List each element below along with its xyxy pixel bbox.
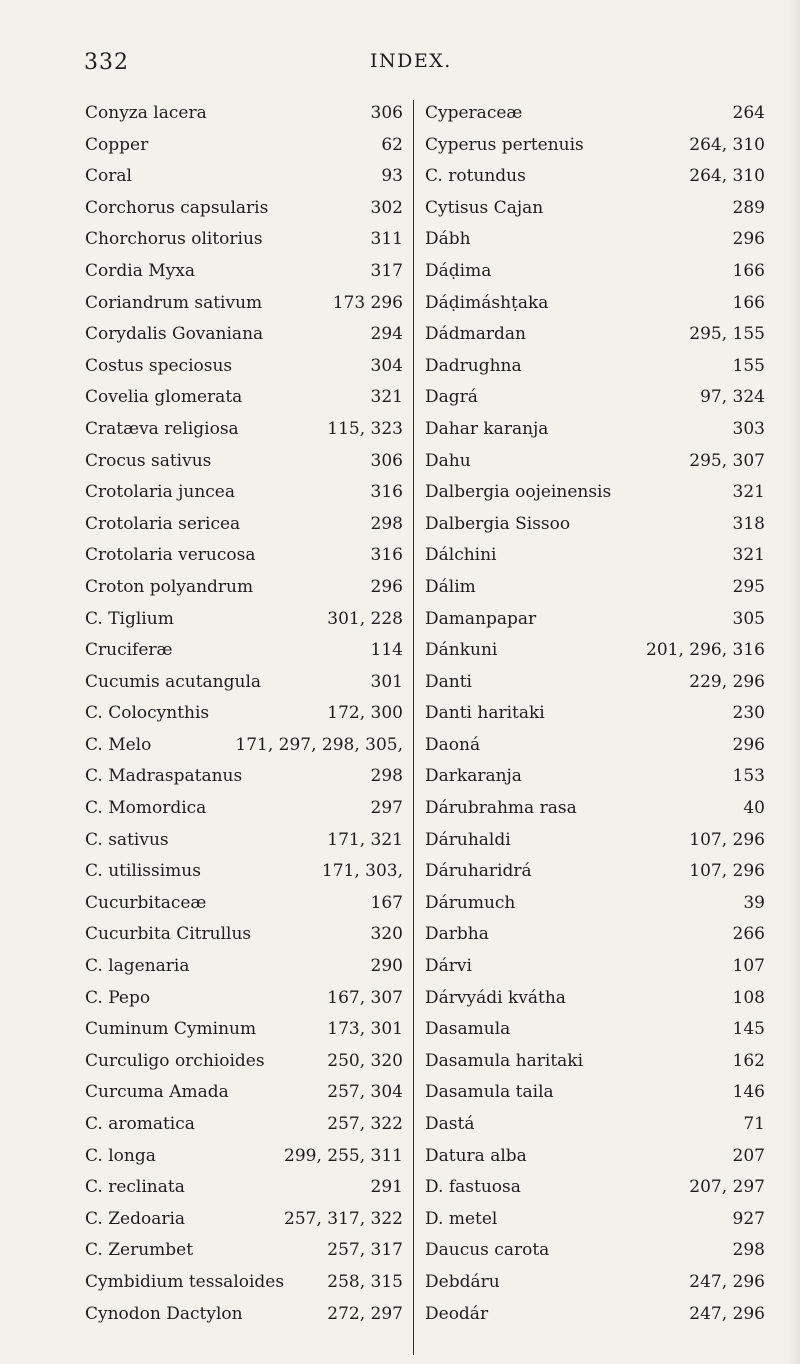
index-term: Cruciferæ <box>85 640 173 661</box>
index-term: Cucurbita Citrullus <box>85 924 252 945</box>
page-references: 107 <box>732 956 765 977</box>
index-entry <box>85 667 403 699</box>
page-references: 301, 228 <box>327 608 403 629</box>
index-term: Dáruhaldi <box>425 829 511 850</box>
running-head: INDEX. <box>370 50 452 72</box>
index-term: C. Madraspatanus <box>85 766 243 787</box>
index-term: Dárvyádi kvátha <box>425 987 566 1008</box>
page-references: 257, 322 <box>327 1114 403 1134</box>
page-references: 39 <box>743 892 765 913</box>
page-references: 258, 315 <box>327 1271 403 1292</box>
index-term: C. Momordica <box>85 798 207 819</box>
index-entry <box>425 1109 765 1141</box>
page-references: 927 <box>732 1208 765 1229</box>
index-term: Curculigo orchioides <box>85 1050 265 1071</box>
index-entry <box>85 414 403 446</box>
index-term: Daucus carota <box>425 1240 550 1261</box>
index-entry <box>85 1204 403 1236</box>
page-references: 295, 155 <box>689 324 765 345</box>
index-term: Dálim <box>425 576 476 597</box>
index-term: Dáḍimáshṭaka <box>425 292 549 313</box>
page-references: 298 <box>370 513 403 534</box>
index-entry <box>85 256 403 288</box>
index-term: Dastá <box>425 1114 475 1134</box>
page-references: 264, 310 <box>689 166 765 187</box>
page-references: 172, 300 <box>327 703 403 724</box>
index-term: Cucurbitaceæ <box>85 892 207 913</box>
index-entry <box>425 793 765 825</box>
index-entry <box>85 730 403 762</box>
index-term: Dalbergia oojeinensis <box>425 482 612 503</box>
index-entry <box>425 856 765 888</box>
index-entry <box>425 951 765 983</box>
index-entry <box>85 1014 403 1046</box>
index-term: Cymbidium tessaloides <box>85 1271 285 1292</box>
index-term: Cordia Myxa <box>85 260 195 281</box>
index-entry <box>425 667 765 699</box>
index-entry <box>85 983 403 1015</box>
index-entry <box>425 351 765 383</box>
page-references: 304 <box>370 355 403 376</box>
index-entry <box>425 761 765 793</box>
index-entry <box>85 161 403 193</box>
index-entry <box>85 477 403 509</box>
page-references: 318 <box>732 513 765 534</box>
index-entry <box>85 351 403 383</box>
page-references: 296 <box>732 229 765 250</box>
index-term: Dahar karanja <box>425 418 549 439</box>
index-term: Dasamula haritaki <box>425 1050 584 1071</box>
page-references: 162 <box>732 1050 765 1071</box>
index-entry <box>85 1235 403 1267</box>
index-term: Cratæva religiosa <box>85 418 239 439</box>
page-references: 291 <box>370 1177 403 1198</box>
index-term: Cytisus Cajan <box>425 197 544 218</box>
index-term: Darbha <box>425 924 489 945</box>
page-references: 295 <box>732 576 765 597</box>
index-term: Conyza lacera <box>85 103 207 123</box>
page-references: 298 <box>370 766 403 787</box>
page-references: 93 <box>381 166 403 187</box>
page-references: 167 <box>370 892 403 913</box>
index-term: C. Melo <box>85 734 152 755</box>
page-references: 296 <box>732 734 765 755</box>
index-entry <box>425 1204 765 1236</box>
index-term: Dadrughna <box>425 355 522 376</box>
index-entry <box>85 761 403 793</box>
page-references: 207 <box>732 1145 765 1166</box>
page-references: 290 <box>370 956 403 977</box>
index-term: Crotolaria juncea <box>85 482 235 503</box>
index-entry <box>85 288 403 320</box>
index-term: Daoná <box>425 734 481 755</box>
page-references: 302 <box>370 197 403 218</box>
index-term: C. Zedoaria <box>85 1208 186 1229</box>
page-references: 250, 320 <box>327 1050 403 1071</box>
index-term: Dánkuni <box>425 640 498 661</box>
page-references: 114 <box>370 640 403 661</box>
page-references: 107, 296 <box>689 829 765 850</box>
page-references: 305 <box>732 608 765 629</box>
index-entry <box>425 540 765 572</box>
page-references: 266 <box>732 924 765 945</box>
index-term: Dárumuch <box>425 892 516 913</box>
index-term: Dáruharidrá <box>425 861 532 882</box>
index-entry <box>425 825 765 857</box>
page-references: 299, 255, 311 <box>284 1145 403 1166</box>
index-entry <box>425 919 765 951</box>
index-term: C. Pepo <box>85 987 151 1008</box>
page-references: 173, 301 <box>327 1019 403 1040</box>
page-references: 247, 296 <box>689 1271 765 1292</box>
page-references: 171, 321 <box>327 829 403 850</box>
index-term: Crocus sativus <box>85 450 212 471</box>
index-term: D. fastuosa <box>425 1177 521 1198</box>
index-entry <box>85 1299 403 1331</box>
page-references: 62 <box>381 134 403 155</box>
index-term: Danti haritaki <box>425 703 545 724</box>
index-term: Dahu <box>425 450 471 471</box>
index-entry <box>425 1235 765 1267</box>
index-term: Crotolaria sericea <box>85 513 241 534</box>
page-references: 167, 307 <box>327 987 403 1008</box>
index-term: Costus speciosus <box>85 355 233 376</box>
index-entry <box>85 1077 403 1109</box>
index-term: Cynodon Dactylon <box>85 1303 243 1324</box>
index-term: C. sativus <box>85 829 169 850</box>
index-entry <box>85 1267 403 1299</box>
index-term: Dalbergia Sissoo <box>425 513 571 534</box>
page-references: 166 <box>732 260 765 281</box>
page-references: 257, 317, 322 <box>284 1208 403 1229</box>
index-term: Cyperaceæ <box>425 103 523 123</box>
index-term: C. utilissimus <box>85 861 201 882</box>
index-term: Dagrá <box>425 387 478 408</box>
index-term: Cucumis acutangula <box>85 671 262 692</box>
page-references: 71 <box>743 1114 765 1134</box>
index-term: Curcuma Amada <box>85 1082 229 1103</box>
page-references: 298 <box>732 1240 765 1261</box>
page-references: 297 <box>370 798 403 819</box>
index-entry <box>425 698 765 730</box>
index-term: Datura alba <box>425 1145 527 1166</box>
index-term: Dádmardan <box>425 324 526 345</box>
page-references: 321 <box>732 482 765 503</box>
index-term: Deodár <box>425 1303 489 1324</box>
page-references: 301 <box>370 671 403 692</box>
index-term: Coral <box>85 166 132 187</box>
page-references: 311 <box>370 229 403 250</box>
page-references: 316 <box>370 545 403 566</box>
index-entry <box>85 446 403 478</box>
index-entry <box>85 572 403 604</box>
page-references: 229, 296 <box>689 671 765 692</box>
index-entry <box>425 288 765 320</box>
page-references: 289 <box>732 197 765 218</box>
index-entry <box>425 888 765 920</box>
index-entry <box>425 319 765 351</box>
index-entry <box>425 1046 765 1078</box>
page-references: 316 <box>370 482 403 503</box>
index-entry <box>85 1172 403 1204</box>
page-references: 146 <box>732 1082 765 1103</box>
index-entry <box>425 604 765 636</box>
index-term: Chorchorus olitorius <box>85 229 263 250</box>
index-entry <box>425 730 765 762</box>
index-entry <box>425 635 765 667</box>
index-entry <box>85 604 403 636</box>
index-term: Dálchini <box>425 545 497 566</box>
index-entry <box>425 572 765 604</box>
index-term: Covelia glomerata <box>85 387 243 408</box>
index-entry <box>85 951 403 983</box>
page-references: 294 <box>370 324 403 345</box>
index-entry <box>425 256 765 288</box>
page-references: 321 <box>732 545 765 566</box>
index-entry <box>425 382 765 414</box>
index-term: Corydalis Govaniana <box>85 324 264 345</box>
index-entry <box>85 1141 403 1173</box>
index-term: C. Tiglium <box>85 608 174 629</box>
index-entry <box>425 1299 765 1331</box>
index-entry <box>85 825 403 857</box>
page-references: 257, 304 <box>327 1082 403 1103</box>
index-term: C. reclinata <box>85 1177 185 1198</box>
page-references: 321 <box>370 387 403 408</box>
index-entry <box>425 1014 765 1046</box>
index-entry <box>85 856 403 888</box>
index-entry <box>425 509 765 541</box>
index-entry <box>85 635 403 667</box>
page-references: 171, 303, <box>321 861 403 882</box>
index-term: C. longa <box>85 1145 156 1166</box>
page-references: 171, 297, 298, 305, <box>235 734 403 755</box>
index-term: Corchorus capsularis <box>85 197 269 218</box>
index-term: Damanpapar <box>425 608 537 629</box>
column-divider <box>413 100 414 1355</box>
index-entry <box>85 698 403 730</box>
index-term: Coriandrum sativum <box>85 292 263 313</box>
index-term: Dárvi <box>425 956 472 977</box>
page-references: 173 296 <box>332 292 403 313</box>
index-entry <box>85 319 403 351</box>
index-entry <box>425 1141 765 1173</box>
index-entry <box>425 1077 765 1109</box>
index-term: C. rotundus <box>425 166 526 187</box>
index-term: Danti <box>425 671 472 692</box>
page-references: 306 <box>370 103 403 123</box>
index-term: C. lagenaria <box>85 956 190 977</box>
index-entry <box>425 446 765 478</box>
index-term: Crotolaria verucosa <box>85 545 256 566</box>
page-references: 230 <box>732 703 765 724</box>
index-entry <box>425 193 765 225</box>
index-entry <box>85 509 403 541</box>
index-term: Darkaranja <box>425 766 522 787</box>
index-entry <box>85 793 403 825</box>
index-entry <box>425 130 765 162</box>
page-references: 317 <box>370 260 403 281</box>
index-entry <box>425 224 765 256</box>
page-references: 257, 317 <box>327 1240 403 1261</box>
page-references: 247, 296 <box>689 1303 765 1324</box>
index-entry <box>85 888 403 920</box>
index-term: Copper <box>85 134 149 155</box>
page-number: 332 <box>84 50 129 75</box>
page-header <box>0 50 800 86</box>
page-references: 145 <box>732 1019 765 1040</box>
page-references: 207, 297 <box>689 1177 765 1198</box>
page-references: 264, 310 <box>689 134 765 155</box>
page-references: 272, 297 <box>327 1303 403 1324</box>
index-term: C. Zerumbet <box>85 1240 194 1261</box>
page-references: 296 <box>370 576 403 597</box>
index-term: D. metel <box>425 1208 498 1229</box>
page-references: 320 <box>370 924 403 945</box>
index-entry <box>85 919 403 951</box>
index-term: Dasamula taila <box>425 1082 554 1103</box>
index-term: Cuminum Cyminum <box>85 1019 257 1040</box>
index-entry <box>85 224 403 256</box>
index-entry <box>425 98 765 130</box>
page-references: 264 <box>732 103 765 123</box>
index-term: C. Colocynthis <box>85 703 210 724</box>
index-entry <box>425 161 765 193</box>
index-entry <box>85 98 403 130</box>
page-edge-shadow <box>788 0 800 1364</box>
index-entry <box>425 414 765 446</box>
page-references: 295, 307 <box>689 450 765 471</box>
index-term: Cyperus pertenuis <box>425 134 584 155</box>
page-references: 303 <box>732 418 765 439</box>
index-entry <box>85 1046 403 1078</box>
page-references: 201, 296, 316 <box>646 640 765 661</box>
page-references: 155 <box>732 355 765 376</box>
page-references: 40 <box>743 798 765 819</box>
page-references: 107, 296 <box>689 861 765 882</box>
index-term: Croton polyandrum <box>85 576 254 597</box>
index-term: Dárubrahma rasa <box>425 798 577 819</box>
index-entry <box>425 477 765 509</box>
index-entry <box>85 540 403 572</box>
index-entry <box>425 1172 765 1204</box>
page-references: 153 <box>732 766 765 787</box>
page-references: 115, 323 <box>327 418 403 439</box>
page-references: 97, 324 <box>700 387 765 408</box>
page-references: 108 <box>732 987 765 1008</box>
index-term: Dábh <box>425 229 471 250</box>
index-entry <box>85 193 403 225</box>
index-entry <box>85 1109 403 1141</box>
index-entry <box>85 382 403 414</box>
page-references: 306 <box>370 450 403 471</box>
index-term: Debdáru <box>425 1271 500 1292</box>
index-term: Dáḍima <box>425 260 492 281</box>
index-column-right <box>425 98 765 1330</box>
index-entry <box>425 1267 765 1299</box>
page-references: 166 <box>732 292 765 313</box>
index-column-left <box>85 98 403 1330</box>
index-term: C. aromatica <box>85 1114 195 1134</box>
index-entry <box>425 983 765 1015</box>
index-term: Dasamula <box>425 1019 511 1040</box>
index-entry <box>85 130 403 162</box>
